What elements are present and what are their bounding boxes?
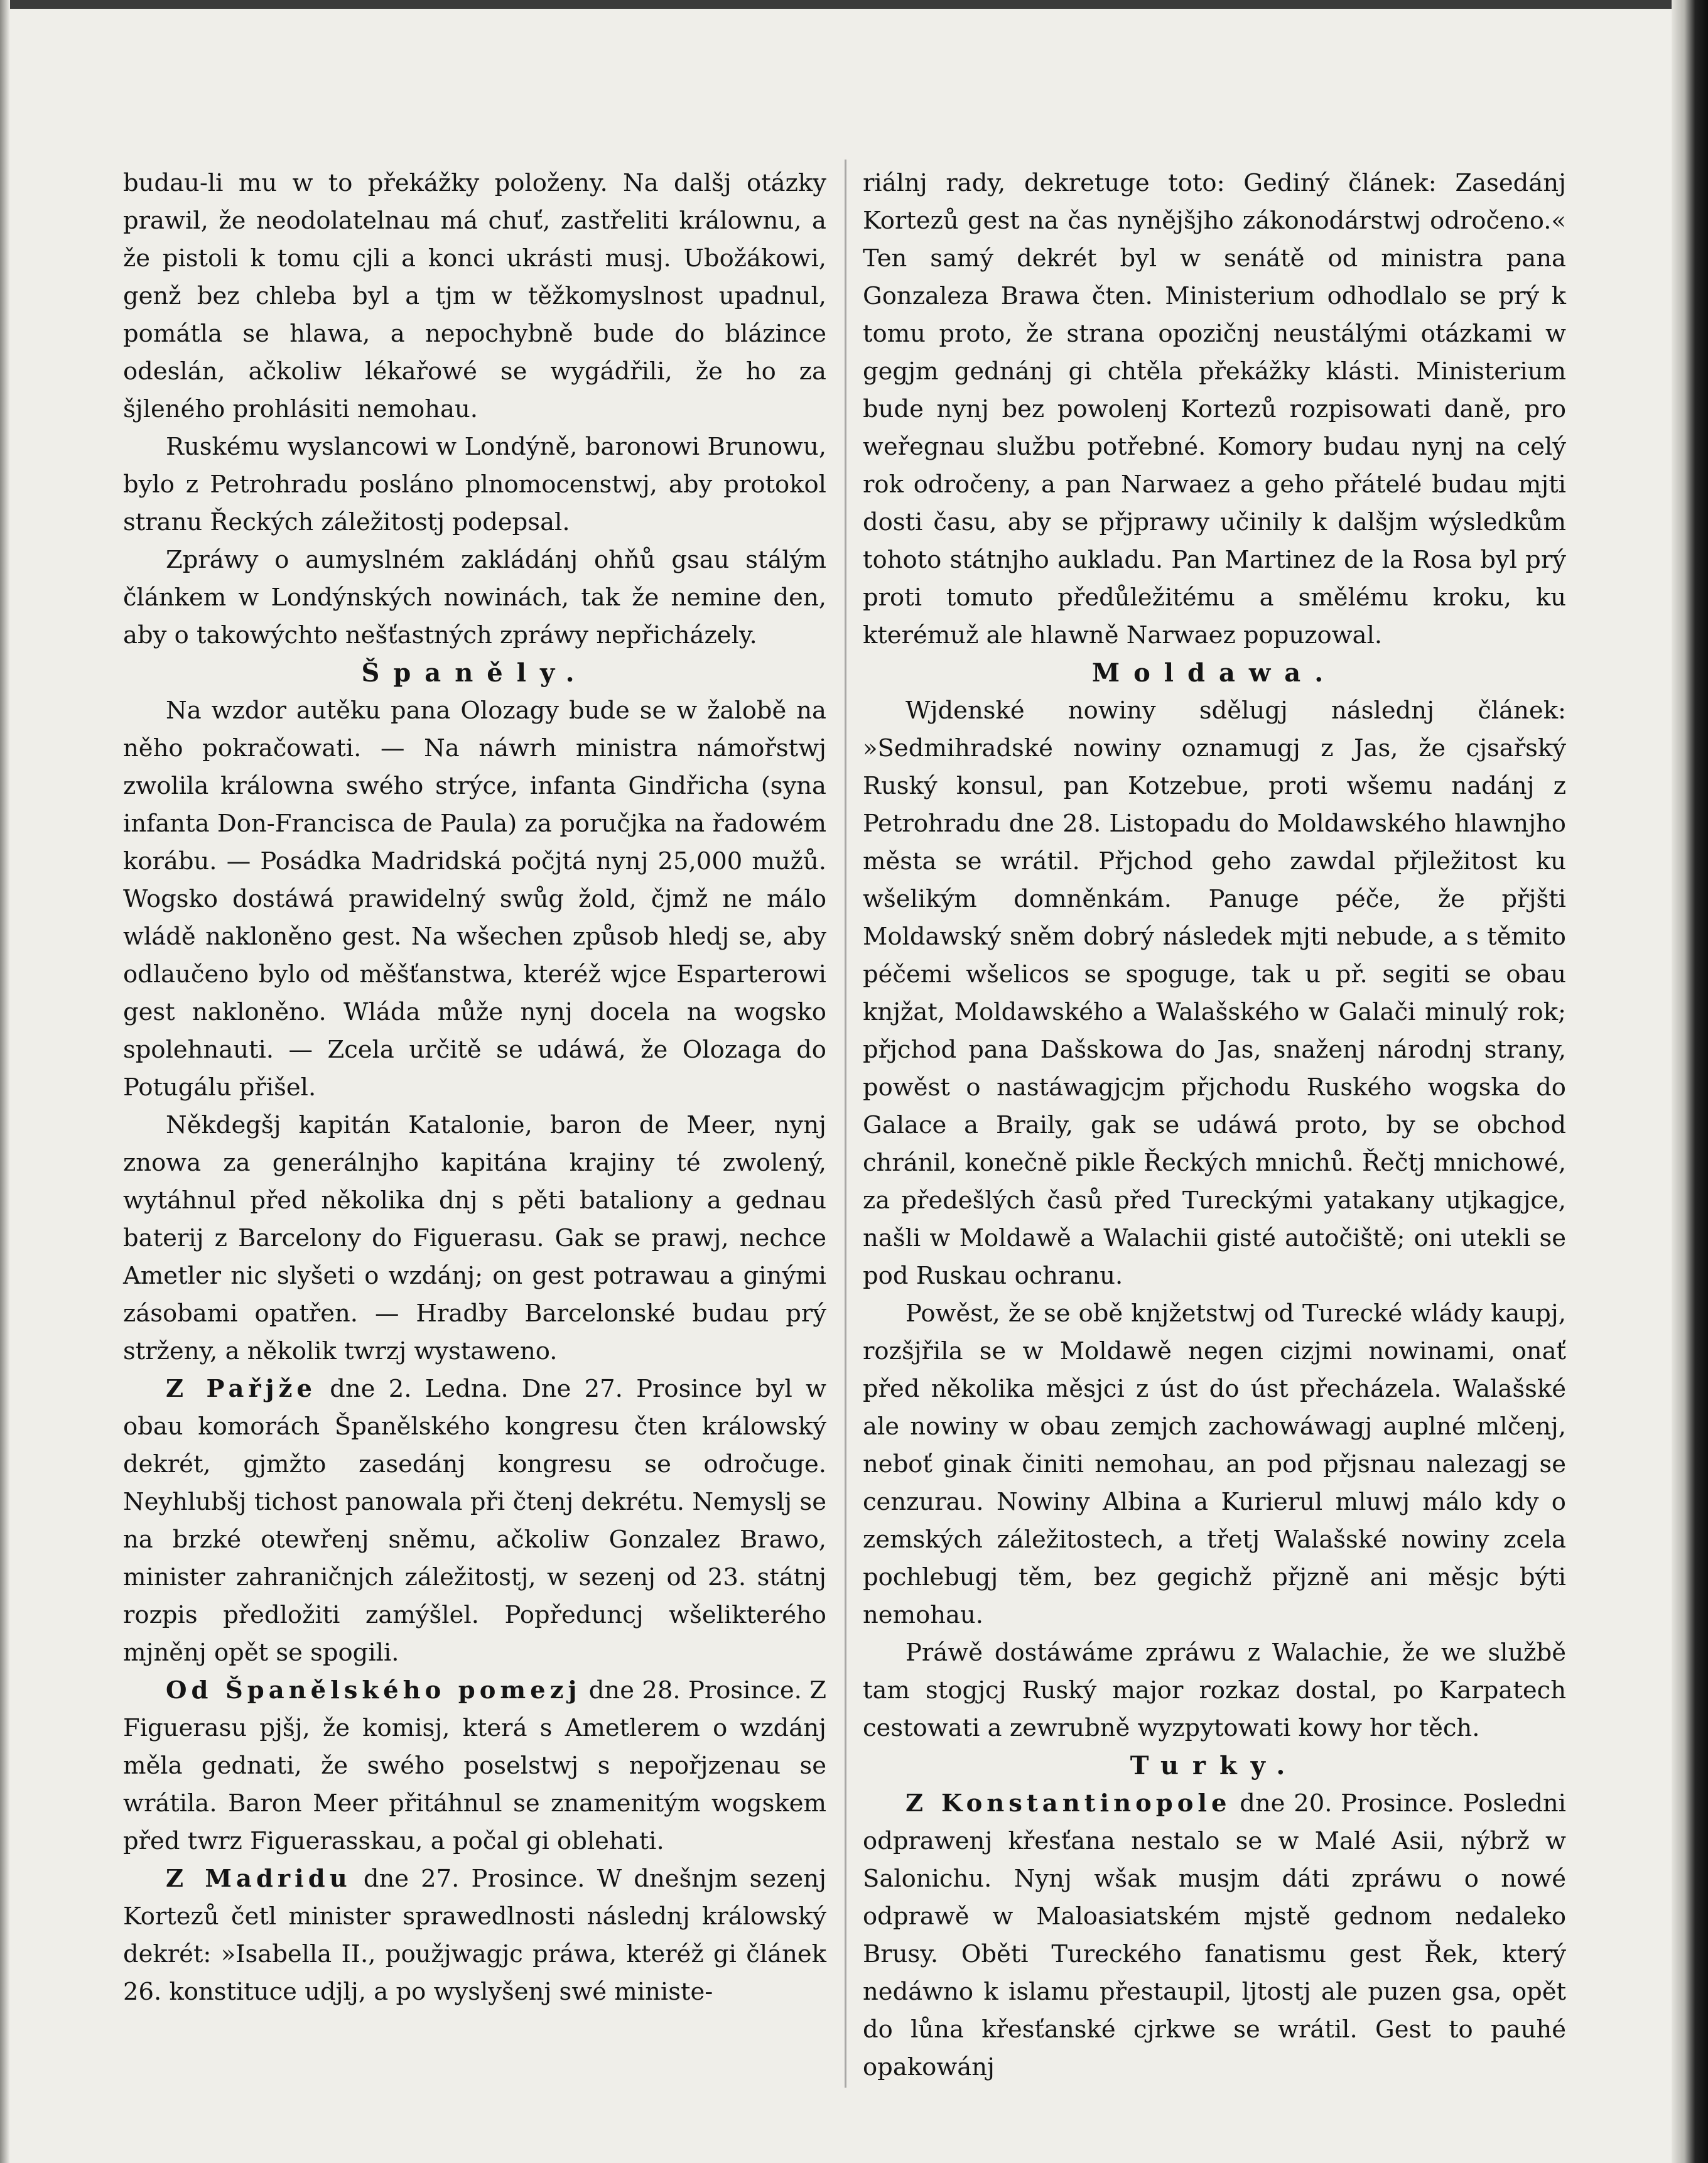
section-heading-moldavia: Moldawa. [1091, 658, 1338, 688]
dispatch-madrid [123, 1860, 826, 2011]
article-paragraph: Zpráwy o aumyslném zakládánj ohňů gsau stálým článkem w Londýnských nowinách, tak že nemine den, aby o takowýchto nešťastných zpráwy nepřicházely. [123, 546, 826, 649]
article-paragraph: Někdegšj kapitán Katalonie, baron de Meer, nynj znowa za generálnjho kapitána krajiny té zwolený, wytáhnul před několika dnj s pěti bataliony a gednau baterij z Barcelony do Figuerasu. Gak se prawj, nechce Ametler nic slyšeti o wzdánj; on gest potrawau a ginými zásobami opatřen. — Hradby Barcelonské budau prý strženy, a několik twrzj wystaweno. [123, 1111, 826, 1365]
article-paragraph: Práwě dostáwáme zpráwu z Walachie, že we službě tam stogjcj Ruský major rozkaz dostal, po Karpatech cestowati a zewrubně wyzpytowati kowy hor těch. [863, 1639, 1566, 1742]
article-paragraph: Ruskému wyslancowi w Londýně, baronowi Brunowu, bylo z Petrohradu posláno plnomocenstwj, aby protokol stranu Řeckých záležitostj podepsal. [123, 433, 826, 536]
newspaper-page [123, 165, 1580, 2081]
scan-border-left [0, 0, 10, 2163]
article-paragraph: Wjdenské nowiny sdělugj následnj článek: »Sedmihradské nowiny oznamugj z Jas, že cjsařský Ruský konsul, pan Kotzebue, proti wšemu nadánj z Petrohradu dne 28. Listopadu do Moldawského hlawnjho města se wrátil. Přjchod geho zawdal přjležitost ku wšelikým domněnkám. Panuge péče, že přjšti Moldawský sněm dobrý následek mjti nebude, a s těmito péčemi wšelicos se spoguge, tak u př. segiti se obau knjžat, Moldawského a Walašského w Galači minulý rok; přjchod pana Dašskowa do Jas, snaženj národnj strany, powěst o nastáwagjcjm přjchodu Ruského wogska do Galace a Braily, gak se udáwá proto, by se obchod chránil, konečně pikle Řeckých mnichů. Řečtj mnichowé, za předešlých časů před Tureckými yatakany utjkagjce, našli w Moldawě a Walachii gisté autočiště; oni utekli se pod Ruskau ochranu. [863, 697, 1566, 1290]
dispatch-text: dne 27. Prosince. W dnešnjm sezenj Kortezů četl minister sprawedlnosti následnj králowský dekrét: »Isabella II., použjwagjc práwa, kteréž gi článek 26. konstituce udjlj, a po wyslyšenj swé ministe- [123, 1865, 826, 2006]
article-paragraph: budau-li mu w to překážky položeny. Na dalšj otázky prawil, že neodolatelnau má chuť, zastřeliti králownu, a že pistoli k tomu cjli a konci ukrásti musj. Ubožákowi, genž bez chleba byl a tjm w těžkomyslnost upadnul, pomátla se hlawa, a nepochybně bude do blázince odeslán, ačkoliw lékařowé se wygádřili, že ho za šjleného prohlásiti nemohau. [123, 169, 826, 423]
article-paragraph: Na wzdor autěku pana Olozagy bude se w žalobě na něho pokračowati. — Na náwrh ministra námořstwj zwolila králowna swého strýce, infanta Gindřicha (syna infanta Don-Francisca de Paula) za poručjka na řadowém korábu. — Posádka Madridská počjtá nynj 25,000 mužů. Wogsko dostáwá prawidelný swůg žold, čjmž ne málo wládě nakloněno gest. Na wšechen způsob hledj se, aby odlaučeno bylo od měšťanstwa, kteréž wjce Esparterowi gest nakloněno. Wláda může nynj docela na wogsko spolehnauti. — Zcela určitě se udáwá, že Olozaga do Potugálu přišel. [123, 697, 826, 1102]
dateline-place: Z Pařjže [166, 1375, 316, 1403]
dateline-place: Od Španělského pomezj [166, 1676, 581, 1705]
section-heading-spain: Španěly. [361, 658, 588, 688]
dispatch-border [123, 1672, 826, 1860]
dispatch-text: dne 20. Prosince. Posledni odprawenj křesťana nestalo se w Malé Asii, nýbrž w Salonichu. Nynj wšak musjm dáti zpráwu o nowé odprawě w Maloasiatském mjstě gednom nedaleko Brusy. Oběti Tureckého fanatismu gest Řek, který nedáwno k islamu přestaupil, ljtostj ale puzen gsa, opět do lůna křesťanské cjrkwe se wrátil. Gest to pauhé opakowánj [863, 1789, 1566, 2081]
dispatch-text: dne 28. Prosince. Z Figuerasu pjšj, že komisj, která s Ametlerem o wzdánj měla gednati, že swého poselstwj s nepořjzenau se wrátila. Baron Meer přitáhnul se znamenitým wogskem před twrz Figuerasskau, a počal gi oblehati. [123, 1676, 826, 1855]
article-paragraph: riálnj rady, dekretuge toto: Gediný článek: Zasedánj Kortezů gest na čas nynějšjho zákonodárstwj odročeno.« Ten samý dekrét byl w senátě od ministra pana Gonzaleza Brawa čten. Ministerium odhodlalo se prý k tomu proto, že strana opozičnj neustálými otázkami w gegjm gednánj gi chtěla překážky klásti. Ministerium bude nynj bez powolenj Kortezů rozpisowati daně, pro weřegnau službu potřebné. Komory budau nynj na celý rok odročeny, a pan Narwaez a geho přátelé budau mjti dosti času, aby se přjprawy učinily k dalšjm wýsledkům tohoto státnjho aukladu. Pan Martinez de la Rosa byl prý proti tomuto předůležitému a smělému kroku, ku kterémuž ale hlawně Narwaez popuzowal. [863, 169, 1566, 649]
dispatch-constantinople [863, 1785, 1566, 2086]
column-divider [845, 160, 846, 2088]
scan-border-top [0, 0, 1708, 9]
right-column [863, 165, 1566, 2086]
dateline-place: Z Konstantinopole [905, 1789, 1231, 1818]
left-column [123, 165, 826, 2011]
article-paragraph: Powěst, že se obě knjžetstwj od Turecké wlády kaupj, rozšjřila se w Moldawě negen cizjmi nowinami, onať před několika měsjci z úst do úst přecházela. Walašské ale nowiny w obau zemjch zachowáwagj auplné mlčenj, neboť ginak činiti nemohau, an pod přjsnau nalezagj se cenzurau. Nowiny Albina a Kurierul mluwj málo kdy o zemských záležitostech, a třetj Walašské nowiny zcela pochlebugj těm, bez gegichž přjzně ani měsjc býti nemohau. [863, 1299, 1566, 1629]
section-heading-turkey: Turky. [1130, 1751, 1299, 1781]
dispatch-paris [123, 1370, 826, 1672]
scan-border-right [1672, 0, 1708, 2163]
dateline-place: Z Madridu [166, 1865, 352, 1893]
dispatch-text: dne 2. Ledna. Dne 27. Prosince byl w obau komorách Španělského kongresu čten králowský dekrét, gjmžto zasedánj kongresu se odročuge. Neyhlubšj tichost panowala při čtenj dekrétu. Nemyslj se na brzké otewřenj sněmu, ačkoliw Gonzalez Brawo, minister zahraničnjch záležitostj, w sezenj od 23. státnj rozpis předložiti zamýšlel. Popředuncj wšelikterého mjněnj opět se spogili. [123, 1375, 826, 1667]
